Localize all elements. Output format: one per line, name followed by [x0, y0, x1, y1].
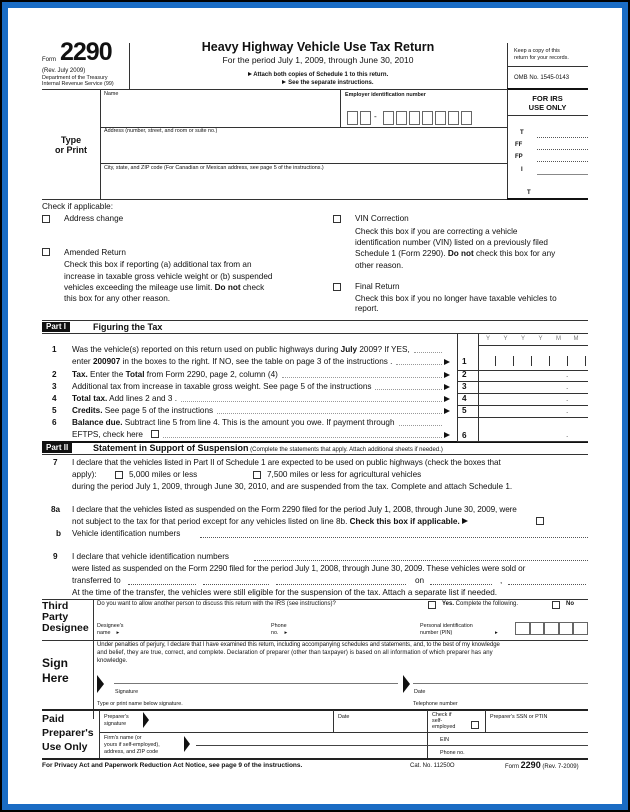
decimal-point: . [566, 370, 569, 379]
preparer-title: Use Only [42, 741, 88, 753]
text: Complete the following. [454, 601, 519, 607]
line9-text: were listed as suspended on the Form 2290 filed for the period July 1, 2008, through June 30, 2009. These vehicles were sold or [72, 564, 526, 573]
line-number: b [56, 529, 62, 538]
type-name-label: Type or print name below signature. [97, 701, 183, 707]
text: Subtract line 5 from line 4. This is the amount you owe. If payment through [122, 418, 395, 427]
text: no. [271, 630, 279, 636]
designee-name-label: Designee's [97, 623, 124, 629]
city-label: City, state, and ZIP code (For Canadian or Mexican address, see page 5 of the instructions.) [104, 165, 324, 171]
type-print-2: or Print [54, 145, 87, 155]
line-1-amount-field[interactable] [479, 346, 588, 369]
arrow-icon [444, 432, 450, 438]
date-header: Y [486, 336, 491, 342]
revision: (Rev. July 2009) [42, 68, 86, 74]
line-box-number: 1 [462, 357, 467, 366]
firm-name-label: Firm's name (or [104, 735, 142, 741]
address-label: Address (number, street, and room or suite no.) [104, 128, 218, 134]
line-number: 2 [52, 370, 57, 379]
line-text [72, 382, 371, 392]
arrow-icon [444, 384, 450, 390]
ein-dash: - [374, 112, 377, 121]
date-arrow-icon [403, 675, 410, 693]
line9-vin-input[interactable] [254, 560, 588, 561]
line-4-amount-field[interactable] [479, 393, 588, 404]
self-employed-checkbox[interactable] [471, 721, 479, 729]
text: vehicles exceeding the mileage use limit. [64, 283, 215, 292]
arrow-icon: ▸ [495, 630, 498, 636]
text: Additional tax from increase in taxable gross weight. See page 5 of the instructions [72, 382, 372, 391]
city-state-zip-field[interactable] [101, 172, 506, 199]
line-text [72, 430, 159, 440]
text: Total tax. [72, 394, 108, 403]
date-label: Date [414, 689, 426, 695]
designee-pin-label: Personal identification [420, 623, 473, 629]
irs-code-i: I [521, 167, 523, 173]
amended-return-label: Amended Return [64, 248, 126, 257]
line9-text: I declare that vehicle identification numbers [72, 552, 230, 561]
amended-desc [64, 283, 264, 293]
perjury-declaration: and belief, they are true, correct, and complete. Declaration of preparer (other than taxpayer) is based on all information of which preparer has any [97, 650, 493, 656]
irs-code-fp: FP [515, 154, 523, 160]
pin-digit-box[interactable] [530, 622, 545, 635]
line9-text: At the time of the transfer, the vehicles were still eligible for the suspension of the tax. Attach a separate list if needed. [72, 588, 498, 597]
comma: , [500, 576, 503, 585]
address-change-label: Address change [64, 214, 124, 223]
line-number: 8a [51, 505, 61, 514]
part2-badge: Part II [42, 443, 72, 453]
decimal-point: . [566, 406, 569, 415]
5000-miles-label: 5,000 miles or less [129, 470, 198, 479]
part2-note: (Complete the statements that apply. Attach additional sheets if needed.) [248, 447, 443, 453]
date-header: M [573, 336, 579, 342]
ein-digit-box[interactable] [409, 111, 420, 125]
text: EFTPS, check here [72, 430, 143, 439]
text: See page 5 of the instructions [102, 406, 214, 415]
preparer-signature-label: Preparer's [104, 714, 129, 720]
self-employed-label: employed [432, 724, 456, 730]
vin-correction-checkbox[interactable] [333, 215, 341, 223]
text: Credits. [72, 406, 103, 415]
privacy-notice: For Privacy Act and Paperwork Reduction Act Notice, see page 9 of the instructions. [42, 762, 303, 769]
line-3-amount-field[interactable] [479, 381, 588, 392]
line8b-label: Vehicle identification numbers [72, 529, 181, 538]
date-header: Y [521, 336, 526, 342]
designee-question: Do you want to allow another person to discuss this return with the IRS (see instructions)? [97, 601, 336, 607]
check-heading: Check if applicable: [42, 202, 113, 211]
part2-heading [93, 443, 443, 454]
decimal-point: . [566, 430, 569, 439]
text: from Form 2290, page 2, column (4) [144, 370, 278, 379]
arrow-icon [184, 736, 190, 752]
eftps-checkbox[interactable] [151, 430, 159, 438]
amended-desc: Check this box if reporting (a) additional tax from an [64, 260, 252, 269]
line-text [72, 406, 213, 416]
arrow-icon [444, 408, 450, 414]
vin-desc: other reason. [355, 261, 404, 270]
preparer-phone-label: Phone no. [440, 750, 465, 756]
designee-pin-label: number (PIN) [420, 630, 453, 636]
perjury-declaration: knowledge. [97, 658, 128, 664]
sign-arrow-icon [97, 675, 104, 693]
line-text [72, 418, 395, 428]
ein-digit-box[interactable] [347, 111, 358, 125]
third-party-title: Designee [42, 622, 89, 634]
preparer-signature-input[interactable] [152, 711, 332, 731]
line-number: 6 [52, 418, 57, 427]
form-label: Form [42, 57, 56, 63]
text: not subject to the tax for that period except for any vehicles listed on line 8b. [72, 517, 350, 526]
text: Schedule 1 (Form 2290). [355, 249, 448, 258]
date-header: Y [538, 336, 543, 342]
text: 2290 [520, 760, 541, 770]
part2-title: Statement in Support of Suspension [93, 443, 249, 453]
decimal-point: . [566, 382, 569, 391]
address-change-checkbox[interactable] [42, 215, 50, 223]
third-party-title: Third [42, 600, 69, 612]
name-label: Name [104, 91, 119, 97]
designee-phone-label: no. ▸ [271, 630, 288, 636]
line-5-amount-field[interactable] [479, 405, 588, 416]
firm-name-label: address, and ZIP code [104, 749, 159, 755]
dot-leader [396, 364, 442, 365]
signature-line[interactable] [114, 683, 398, 684]
third-party-title: Party [42, 611, 69, 623]
ein-digit-box[interactable] [360, 111, 371, 125]
telephone-label: Telephone number [413, 701, 458, 707]
part1-title: Figuring the Tax [93, 322, 163, 332]
dot-leader [163, 437, 442, 438]
transferee-input[interactable] [128, 584, 196, 585]
text: Total [125, 370, 145, 379]
line-number: 1 [52, 345, 57, 354]
text: Was the vehicle(s) reported on this return used on public highways during [72, 345, 341, 354]
text: Balance due. [72, 418, 123, 427]
arrow-icon [282, 80, 286, 84]
line-6-amount-field[interactable] [479, 417, 588, 440]
irs-code-ff: FF [515, 142, 523, 148]
ein-digit-box[interactable] [383, 111, 394, 125]
ein-digit-box[interactable] [461, 111, 472, 125]
line-number: 3 [52, 382, 57, 391]
preparer-signature-label: signature [104, 721, 127, 727]
text: enter [72, 357, 93, 366]
arrow-icon [143, 712, 149, 728]
catalog-number: Cat. No. 11250O [410, 763, 455, 769]
text: Yes. [442, 601, 455, 607]
line-number: 4 [52, 394, 57, 403]
line-box-number: 3 [462, 382, 467, 391]
line-number: 7 [53, 458, 58, 467]
arrow-icon [444, 372, 450, 378]
line8a-checkbox[interactable] [536, 517, 544, 525]
text: 200907 [92, 357, 121, 366]
preparer-date-label: Date [338, 714, 350, 720]
final-desc: report. [355, 304, 379, 313]
arrow-icon [248, 72, 252, 76]
dot-leader [217, 413, 442, 414]
date-line[interactable] [413, 683, 588, 684]
text: Do not [214, 283, 241, 292]
line7-text: I declare that the vehicles listed in Part II of Schedule 1 are expected to be used on public highways (check the boxes that [72, 458, 501, 467]
irs-use-1: FOR IRS [532, 94, 563, 103]
decimal-point: . [566, 394, 569, 403]
preparer-title: Preparer's [42, 727, 94, 739]
date-header: M [556, 336, 561, 342]
irs-service: Internal Revenue Service (99) [42, 81, 114, 87]
final-desc: Check this box if you no longer have taxable vehicles to [355, 294, 557, 303]
sign-here-title: Here [42, 671, 69, 685]
line-box-number: 5 [462, 406, 467, 415]
designee-phone-input[interactable] [302, 622, 417, 636]
vin-desc: identification number (VIN) listed on a previously filed [355, 238, 548, 247]
5000-miles-checkbox[interactable] [115, 471, 123, 479]
omb-number: OMB No. 1545-0143 [514, 75, 570, 81]
pin-digit-box[interactable] [559, 622, 574, 635]
date-header: Y [503, 336, 508, 342]
line8a-text: I declare that the vehicles listed as suspended on the Form 2290 filed for the period July 1, 2008, through June 30, 2009, were [72, 505, 517, 514]
transferee-input[interactable] [276, 584, 406, 585]
text: Enter the [87, 370, 126, 379]
designee-no-label: No [566, 601, 574, 607]
irs-use-2: USE ONLY [528, 103, 567, 112]
arrow-icon [462, 518, 468, 524]
preparer-ein-label: EIN [440, 737, 449, 743]
text: Add lines 2 and 3 . [107, 394, 177, 403]
line-2-amount-field[interactable] [479, 369, 588, 380]
see-instructions: See the separate instructions. [288, 80, 374, 86]
text: in the boxes to the right. If NO, see the table on page 3 of the instructions . [120, 357, 393, 366]
irs-code-t: T [520, 130, 524, 136]
pin-digit-box[interactable] [573, 622, 588, 635]
line-box-number: 6 [462, 431, 467, 440]
keep-copy-2: return for your records. [514, 55, 569, 61]
perjury-declaration: Under penalties of perjury, I declare that I have examined this return, including accompanying schedules and statements, and, to the best of my knowledge [97, 642, 500, 648]
dot-leader [414, 352, 442, 353]
form-number: 2290 [60, 38, 112, 66]
pin-digit-box[interactable] [515, 622, 530, 635]
sign-here-title: Sign [42, 656, 68, 670]
text: Check this box if applicable. [349, 517, 460, 526]
department: Department of the Treasury [42, 75, 108, 81]
line7-text: apply): [72, 470, 97, 479]
line-box-number: 2 [462, 370, 467, 379]
text: Form [505, 764, 519, 770]
line8a-text [72, 517, 468, 527]
signature-label: Signature [115, 689, 139, 695]
designee-name-label: name ▸ [97, 630, 120, 636]
vin-input[interactable] [200, 537, 588, 538]
line7-text: during the period July 1, 2009, through June 30, 2010, and are suspended from the tax. Complete and attach Schedule 1. [72, 482, 513, 491]
7500-miles-label: 7,500 miles or less for agricultural vehicles [267, 470, 422, 479]
final-return-checkbox[interactable] [333, 283, 341, 291]
ssn-ptin-label: Preparer's SSN or PTIN [490, 714, 548, 720]
transfer-year-input[interactable] [508, 584, 586, 585]
line-number: 9 [53, 552, 58, 561]
text: check [240, 283, 265, 292]
text: July [340, 345, 358, 354]
preparer-title: Paid [42, 713, 65, 725]
self-employed-label: Check if [432, 712, 452, 718]
ein-digit-box[interactable] [448, 111, 459, 125]
text: (Rev. 7-2009) [542, 764, 579, 770]
attach-instruction: Attach both copies of Schedule 1 to this return. [253, 72, 389, 78]
line-text [72, 357, 392, 367]
part1-badge: Part I [42, 322, 70, 332]
text: Tax. [72, 370, 88, 379]
designee-name-input[interactable] [135, 622, 270, 636]
dot-leader [375, 389, 442, 390]
ein-digit-box[interactable] [396, 111, 407, 125]
name-field[interactable] [101, 98, 340, 126]
line-text [72, 394, 177, 404]
amended-desc: this box for any other reason. [64, 294, 171, 303]
address-field[interactable] [101, 135, 506, 162]
arrow-icon [444, 396, 450, 402]
ein-digit-box[interactable] [435, 111, 446, 125]
firm-name-input[interactable] [196, 745, 427, 746]
ein-digit-box[interactable] [422, 111, 433, 125]
tax-period: For the period July 1, 2009, through June 30, 2010 [222, 55, 414, 65]
amended-desc: increase in taxable gross vehicle weight or (b) suspended [64, 272, 273, 281]
designee-no-checkbox[interactable] [552, 601, 560, 609]
irs-code-t2: T [527, 190, 531, 196]
vin-correction-label: VIN Correction [355, 214, 409, 223]
vin-desc [355, 249, 555, 259]
text: 2009? If YES, [357, 345, 410, 354]
footer-form [505, 762, 579, 771]
transferee-input[interactable] [203, 584, 269, 585]
final-return-label: Final Return [355, 282, 400, 291]
line-number: 5 [52, 406, 57, 415]
ein-label: Employer identification number [345, 92, 426, 98]
form-title: Heavy Highway Vehicle Use Tax Return [201, 40, 435, 54]
text: Do not [447, 249, 474, 258]
dot-leader [282, 377, 442, 378]
line9-on: on [415, 576, 425, 585]
pin-digit-box[interactable] [544, 622, 559, 635]
keep-copy-1: Keep a copy of this [514, 48, 560, 54]
designee-yes-label [442, 601, 518, 608]
vin-desc: Check this box if you are correcting a vehicle [355, 227, 518, 236]
amended-return-checkbox[interactable] [42, 248, 50, 256]
self-employed-label: self- [432, 718, 443, 724]
text: name [97, 630, 111, 636]
line-text [72, 345, 410, 355]
text: check this box for any [473, 249, 556, 258]
dot-leader [181, 401, 442, 402]
7500-miles-checkbox[interactable] [253, 471, 261, 479]
line-text [72, 370, 278, 380]
line9-text: transferred to [72, 576, 121, 585]
dot-leader [399, 425, 442, 426]
divider [457, 441, 588, 442]
arrow-icon [444, 359, 450, 365]
firm-name-label: yours if self-employed), [104, 742, 160, 748]
designee-yes-checkbox[interactable] [428, 601, 436, 609]
designee-phone-label: Phone [271, 623, 287, 629]
transfer-date-input[interactable] [430, 584, 492, 585]
type-print-1: Type [60, 135, 82, 145]
line-box-number: 4 [462, 394, 467, 403]
